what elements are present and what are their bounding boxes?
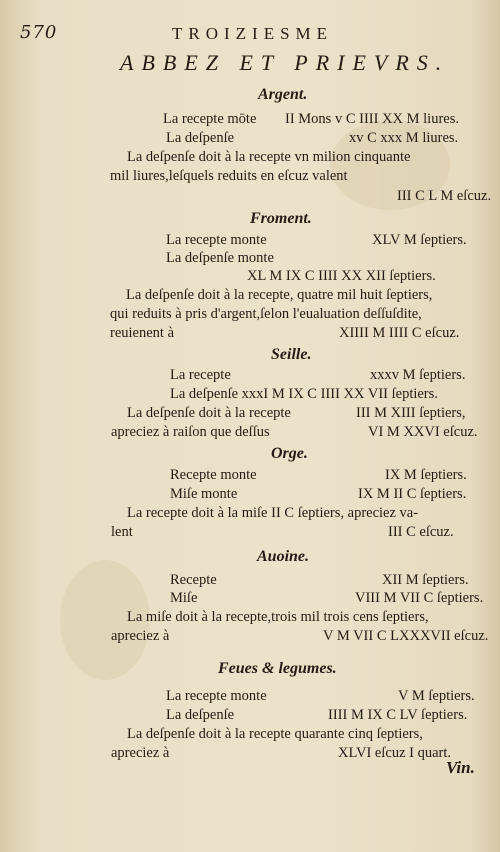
- amount: V M ſeptiers.: [398, 688, 475, 704]
- heading-auoine: Auoine.: [257, 548, 310, 565]
- text-line: La miſe doit à la recepte,trois mil trois cens ſeptiers,: [127, 609, 429, 625]
- text-line: La deſpenſe doit à la recepte vn milion cinquante: [127, 149, 411, 165]
- amount: XLVI eſcuz I quart.: [338, 745, 452, 761]
- amount: VI M XXVI eſcuz.: [368, 424, 478, 440]
- amount: III M XIII ſeptiers,: [356, 405, 466, 421]
- amount: XIIII M IIII C eſcuz.: [339, 325, 460, 341]
- text-line: reuienent à: [110, 325, 175, 341]
- amount: II Mons v C IIII XX M liures.: [285, 111, 459, 127]
- heading-feues-legumes: Feues & legumes.: [218, 660, 337, 677]
- text-line: La deſpenſe monte: [166, 250, 274, 266]
- heading-argent: Argent.: [258, 86, 308, 103]
- heading-seille: Seille.: [271, 346, 312, 363]
- amount: IX M II C ſeptiers.: [358, 486, 467, 502]
- heading-orge: Orge.: [271, 445, 308, 462]
- text-line: La deſpenſe doit à la recepte: [127, 405, 291, 421]
- page-header: [0, 22, 500, 76]
- amount: xv C xxx M liures.: [349, 130, 459, 146]
- text-line: La recepte monte: [166, 688, 267, 704]
- amount: V M VII C LXXXVII eſcuz.: [323, 628, 489, 644]
- text-line: La recepte: [170, 367, 231, 383]
- text-line: lent: [111, 524, 133, 540]
- running-title: TROIZIESME: [172, 24, 334, 43]
- amount: IX M ſeptiers.: [385, 467, 467, 483]
- text-line: apreciez à: [111, 628, 170, 644]
- text-line: apreciez à raiſon que deſſus: [111, 424, 270, 440]
- text-line: Recepte: [170, 572, 217, 588]
- amount: III C eſcuz.: [388, 524, 454, 540]
- text-line: Miſe monte: [170, 486, 238, 502]
- amount: XII M ſeptiers.: [382, 572, 469, 588]
- text-line: La deſpenſe: [166, 130, 235, 146]
- section-title: ABBEZ ET PRIEVRS.: [120, 50, 450, 75]
- heading-froment: Froment.: [250, 210, 312, 227]
- amount: xxxv M ſeptiers.: [370, 367, 466, 383]
- text-line: La deſpenſe xxxI M IX C IIII XX VII ſeptiers.: [170, 386, 438, 402]
- text-line: La recepte doit à la miſe II C ſeptiers, apreciez va-: [127, 505, 419, 521]
- text-line: La deſpenſe: [166, 707, 235, 723]
- text-line: La deſpenſe doit à la recepte, quatre mil huit ſeptiers,: [126, 287, 433, 303]
- text-line: Recepte monte: [170, 467, 257, 483]
- amount: XL M IX C IIII XX XII ſeptiers.: [247, 268, 436, 284]
- page-number: 570: [20, 22, 58, 43]
- text-line: mil liures,leſquels reduits en eſcuz valent: [110, 168, 348, 184]
- amount: IIII M IX C LV ſeptiers.: [328, 707, 468, 723]
- amount: VIII M VII C ſeptiers.: [355, 590, 484, 606]
- text-line: La deſpenſe doit à la recepte quarante cinq ſeptiers,: [127, 726, 423, 742]
- text-line: La recepte mōte: [163, 111, 257, 127]
- text-line: Miſe: [170, 590, 198, 606]
- amount: XLV M ſeptiers.: [372, 232, 467, 248]
- text-line: La recepte monte: [166, 232, 267, 248]
- text-line: apreciez à: [111, 745, 170, 761]
- amount: III C L M eſcuz.: [397, 188, 492, 204]
- text-line: qui reduits à pris d'argent,ſelon l'eualuation deſſuſdite,: [110, 306, 422, 322]
- catchword: Vin.: [446, 758, 475, 777]
